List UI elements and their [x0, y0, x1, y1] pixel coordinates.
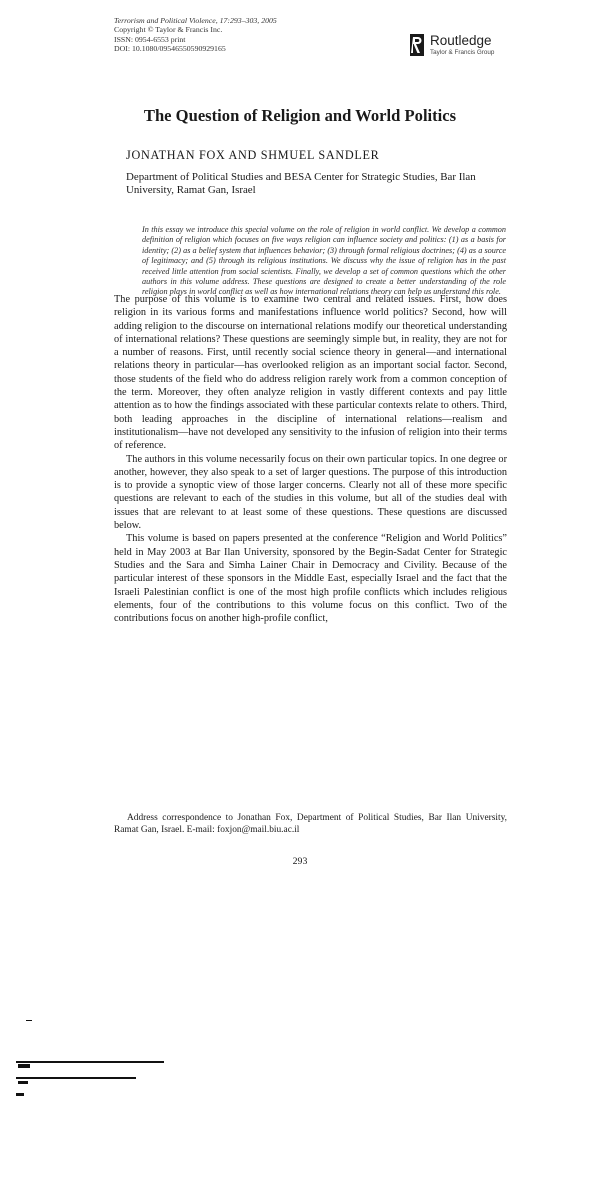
article-title: The Question of Religion and World Politics [143, 106, 457, 125]
article-abstract: In this essay we introduce this special volume on the role of religion in world conflict. We develop a common definition of religion which focuses on five ways religion can influence society and politics: (1) as a basis for identity; (2) as a belief system that influences behavior; (3) through formal religious doctrines; (4) as a source of legitimacy; and (5) through its religious institutions. We discuss why the issue of religion has in the past received little attention from social scientists. Finally, we develop a set of common questions which the other authors in this volume address. These questions are designed to create a better understanding of the role religion plays in world conflict as well as how international relations theory can help us understand this role. [142, 225, 506, 297]
scan-mark-block [18, 1081, 28, 1084]
scan-mark-dash [26, 1020, 32, 1021]
journal-citation [114, 16, 314, 54]
issn-line: ISSN: 0954-6553 print [114, 34, 186, 44]
body-paragraph-1: The purpose of this volume is to examine two central and related issues. First, how does religion in its various forms and manifestations influence world politics? Second, how will adding religion to the discourse on international relations modify our theoretical understanding of international relations? These questions are seemingly simple but, in reality, they are not for a number of reasons. First, until recently social science theory in general—and international relations theory in particular—has overlooked religion as an important social factor. Second, those students of the field who do address religion rarely work from a common conception of the term. Moreover, they often analyze religion in vastly different contexts and pay little attention as to how the findings associated with these particular contexts relate to others. Third, both leading approaches in the discipline of international relations—realism and institutionalism—have not developed any sensitivity to the infusion of religion into their terms of reference. [114, 294, 507, 452]
doi-line: DOI: 10.1080/09546550590929165 [114, 44, 226, 54]
journal-line: Terrorism and Political Violence, 17:293–303, 2005 [114, 16, 277, 25]
publisher-group: Taylor & Francis Group [430, 49, 495, 56]
correspondence-footnote: Address correspondence to Jonathan Fox, Department of Political Studies, Bar Ilan University, Ramat Gan, Israel. E-mail: foxjon@mail.biu.ac.il [114, 813, 507, 835]
article-body [114, 293, 507, 625]
scan-mark-bar-mid [16, 1077, 136, 1079]
publisher-name: Routledge [430, 33, 492, 48]
copyright-line: Copyright © Taylor & Francis Inc. [114, 25, 223, 35]
article-authors: JONATHAN FOX AND SHMUEL SANDLER [126, 148, 380, 162]
routledge-logo-icon [410, 34, 424, 56]
body-paragraph-2: The authors in this volume necessarily focus on their own particular topics. In one degree or another, however, they also speak to a set of larger questions. The purpose of this introduction is to provide a synoptic view of those larger concerns. Clearly not all of these more specific questions are relevant to each of the studies in this volume, but all of the studies deal with issues that are relevant to at least some of these questions. These questions are discussed below. [114, 453, 507, 532]
scan-mark-bar-long [16, 1061, 164, 1063]
publisher-logo [410, 34, 520, 62]
page-number: 293 [292, 856, 308, 867]
scan-mark-bottom [16, 1093, 24, 1096]
scan-mark-bar-short [18, 1064, 30, 1068]
body-paragraph-3: This volume is based on papers presented at the conference “Religion and World Politics” held in May 2003 at Bar Ilan University, sponsored by the Begin-Sadat Center for Strategic Studies and the Sara and Simha Lainer Chair in Democracy and Civility. Because of the particular interest of these sponsors in the Middle East, especially Israel and the fact that the Israeli Palestinian conflict is one of the most high profile conflicts which includes religious elements, four of the contributions to this volume focus on this conflict. Two of the contributions focus on another high-profile conflict, [114, 533, 507, 625]
author-affiliation: Department of Political Studies and BESA Center for Strategic Studies, Bar Ilan University, Ramat Gan, Israel [126, 171, 476, 196]
